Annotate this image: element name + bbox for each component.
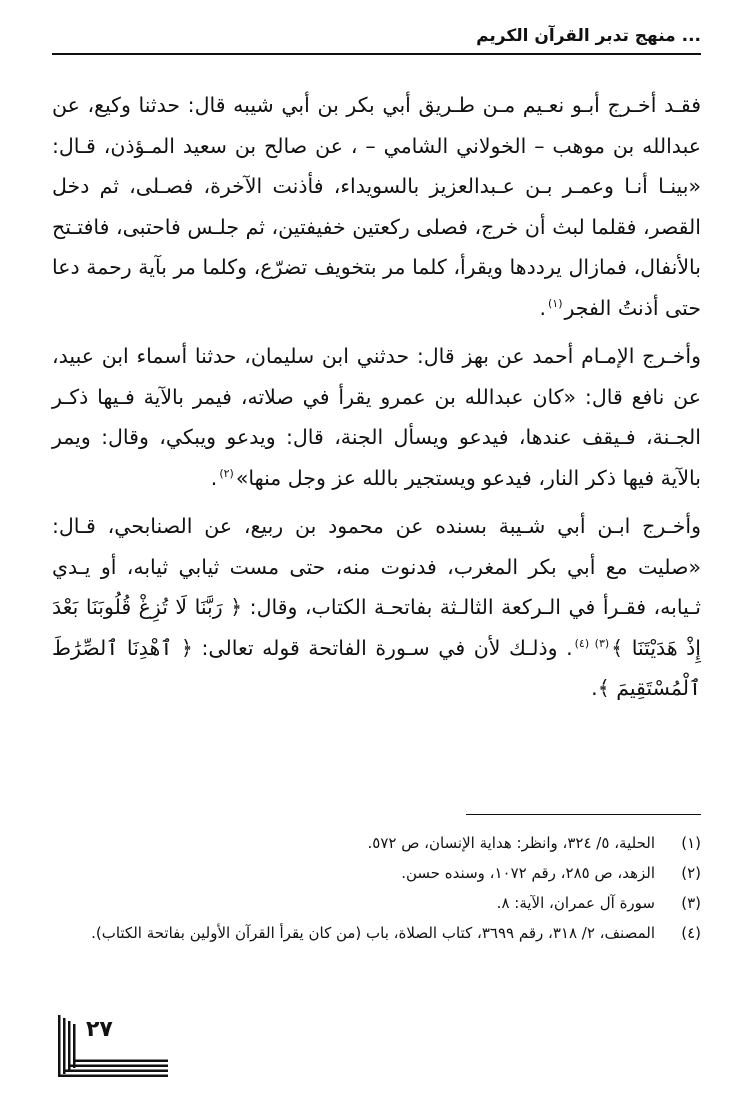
page-number: ٢٧: [86, 1017, 113, 1042]
footnote-1-text: الحلية، ٥/ ٣٢٤، وانظر: هداية الإنسان، ص ٥٧٢.: [367, 834, 655, 852]
footnote-separator: [466, 814, 701, 815]
footnote-2-number: (٢): [681, 864, 701, 882]
footnote-1: [52, 828, 701, 858]
running-header: [52, 20, 701, 54]
footnote-4: [52, 918, 701, 948]
paragraph-1-tail: .: [539, 295, 546, 320]
footnote-3-text: سورة آل عمران، الآية: ٨.: [496, 894, 655, 912]
paragraph-1-text: فقـد أخـرج أبـو نعـيم مـن طـريق أبي بكر بن أبي شيبه قال: حدثنا وكيع، عن عبدالله بن موهب – الخولاني الشامي – ، عن صالح بن سعيد المـؤذن، قـال: «بينـا أنـا وعمـر بـن عـبدالعزيز بالسويداء، فأذنت الآخرة، فصـلى، ثم دخل القصر، فقلما لبث أن خرج، فصلى ركعتين خفيفتين، ثم جلـس فاحتبى، فافتـتح بالأنفال، فمازال يرددها ويقرأ، كلما مر بتخويف تضرّع، وكلما مر بآية رحمة دعا حتى أذنتُ الفجر: [52, 93, 701, 320]
main-text: [52, 85, 701, 709]
footnote-2: [52, 858, 701, 888]
paragraph-1: [52, 85, 701, 328]
footnote-ref-3-4[interactable]: (٣) (٤): [574, 636, 610, 650]
corner-ornament-icon: [58, 1015, 168, 1077]
footnote-1-number: (١): [681, 834, 701, 852]
header-rule: [52, 53, 701, 55]
paragraph-2-text: وأخـرج الإمـام أحمد عن بهز قال: حدثني ابن سليمان، حدثنا أسماء ابن عبيد، عن نافع قال: «كان عبدالله بن عمرو يقرأ في صلاته، فيمر بالآية فـيها ذكـر الجـنة، فـيقف عندها، فيدعو ويسأل الجنة، قال: ويدعو ويبكي، وقال: ويمر بالآية فيها ذكر النار، فيدعو ويستجير بالله عز وجل منها»: [52, 344, 701, 490]
footnote-4-text: المصنف، ٢/ ٣١٨، رقم ٣٦٩٩، كتاب الصلاة، باب (من كان يقرأ القرآن الأولين بفاتحة الكتاب).: [91, 924, 655, 942]
footnote-3: [52, 888, 701, 918]
footnote-3-number: (٣): [681, 894, 701, 912]
footnote-ref-2[interactable]: (٢): [219, 466, 234, 480]
paragraph-2-tail: .: [210, 465, 218, 490]
paragraph-2: [52, 336, 701, 498]
paragraph-3-tail: . وذلـك لأن في سـورة الفاتحة قوله تعالى: ﴿ ٱهْدِنَا ٱلصِّرَٰطَ ٱلْمُسْتَقِيمَ ﴾.: [52, 635, 701, 700]
paragraph-3: [52, 506, 701, 709]
header-title: ... منهج تدبر القرآن الكريم: [476, 26, 701, 46]
footnote-ref-1[interactable]: (١): [547, 296, 563, 310]
footnote-2-text: الزهد، ص ٢٨٥، رقم ١٠٧٢، وسنده حسن.: [401, 864, 655, 882]
footnote-4-number: (٤): [681, 924, 701, 942]
page-footer: [58, 1015, 168, 1077]
paragraph-3-text: وأخـرج ابـن أبي شـيبة بسنده عن محمود بن ربيع، عن الصنابحي، قـال: «صليت مع أبي بكر المغرب، فدنوت منه، حتى مست ثيابي ثيابه، أو يـدي ثـيابه، فقـرأ في الـركعة الثالـثة بفاتحـة الكتاب، وقال: ﴿ رَبَّنَا لَا تُزِغْ قُلُوبَنَا بَعْدَ إِذْ هَدَيْتَنَا ﴾: [52, 514, 701, 660]
footnotes: [52, 828, 701, 948]
